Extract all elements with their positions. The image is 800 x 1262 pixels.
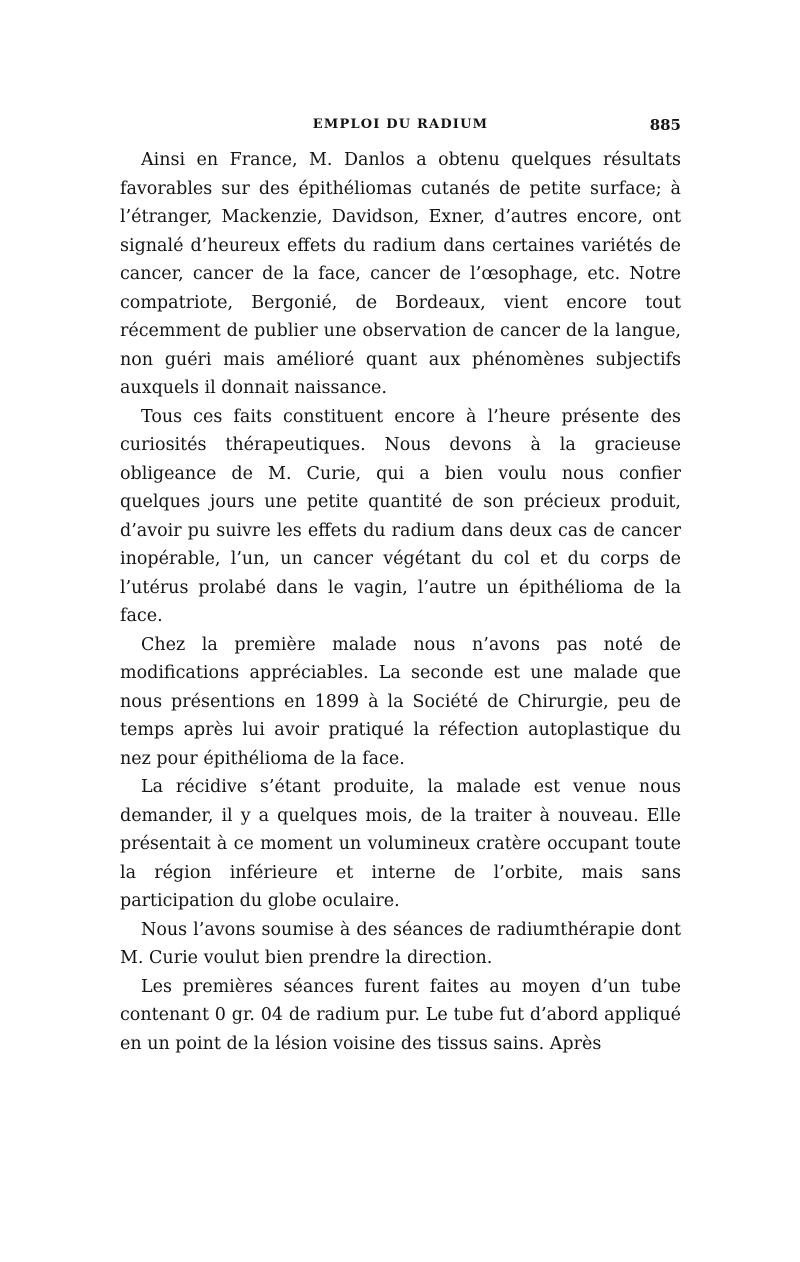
paragraph: Chez la première malade nous n’avons pas noté de modifications appréciables. La seconde est une malade que nous présentions en 1899 à la Société de Chirurgie, peu de temps après lui avoir pratiqué la réfection autoplastique du nez pour épithélioma de la face. bbox=[120, 634, 681, 769]
body-text bbox=[120, 146, 681, 1058]
running-head bbox=[120, 112, 681, 138]
paragraph: Ainsi en France, M. Danlos a obtenu quelques résultats favorables sur des épithéliomas cutanés de petite surface; à l’étranger, Mackenzie, Davidson, Exner, d’autres encore, ont signalé d’heureux effets du radium dans certaines variétés de cancer, cancer de la face, cancer de l’œsophage, etc. Notre compatriote, Bergonié, de Bordeaux, vient encore tout récemment de publier une observation de cancer de la langue, non guéri mais amélioré quant aux phénomènes subjectifs auxquels il donnait naissance. bbox=[120, 150, 681, 398]
running-title: EMPLOI DU RADIUM bbox=[312, 117, 489, 132]
paragraph: Nous l’avons soumise à des séances de radiumthérapie dont M. Curie voulut bien prendre la direction. bbox=[120, 919, 681, 968]
page-number: 885 bbox=[649, 116, 681, 134]
paragraph: Les premières séances furent faites au moyen d’un tube contenant 0 gr. 04 de radium pur. Le tube fut d’abord appliqué en un point de la lésion voisine des tissus sains. Après bbox=[120, 976, 681, 1054]
paragraph: La récidive s’étant produite, la malade est venue nous demander, il y a quelques mois, de la traiter à nouveau. Elle présentait à ce moment un volumineux cratère occupant toute la région inférieure et interne de l’orbite, mais sans participation du globe oculaire. bbox=[120, 777, 681, 911]
paragraph: Tous ces faits constituent encore à l’heure présente des curiosités thérapeutiques. Nous devons à la gracieuse obligeance de M. Curie, qui a bien voulu nous confier quelques jours une petite quantité de son précieux produit, d’avoir pu suivre les effets du radium dans deux cas de cancer inopérable, l’un, un cancer végétant du col et du corps de l’utérus prolabé dans le vagin, l’autre un épithélioma de la face. bbox=[120, 406, 681, 626]
